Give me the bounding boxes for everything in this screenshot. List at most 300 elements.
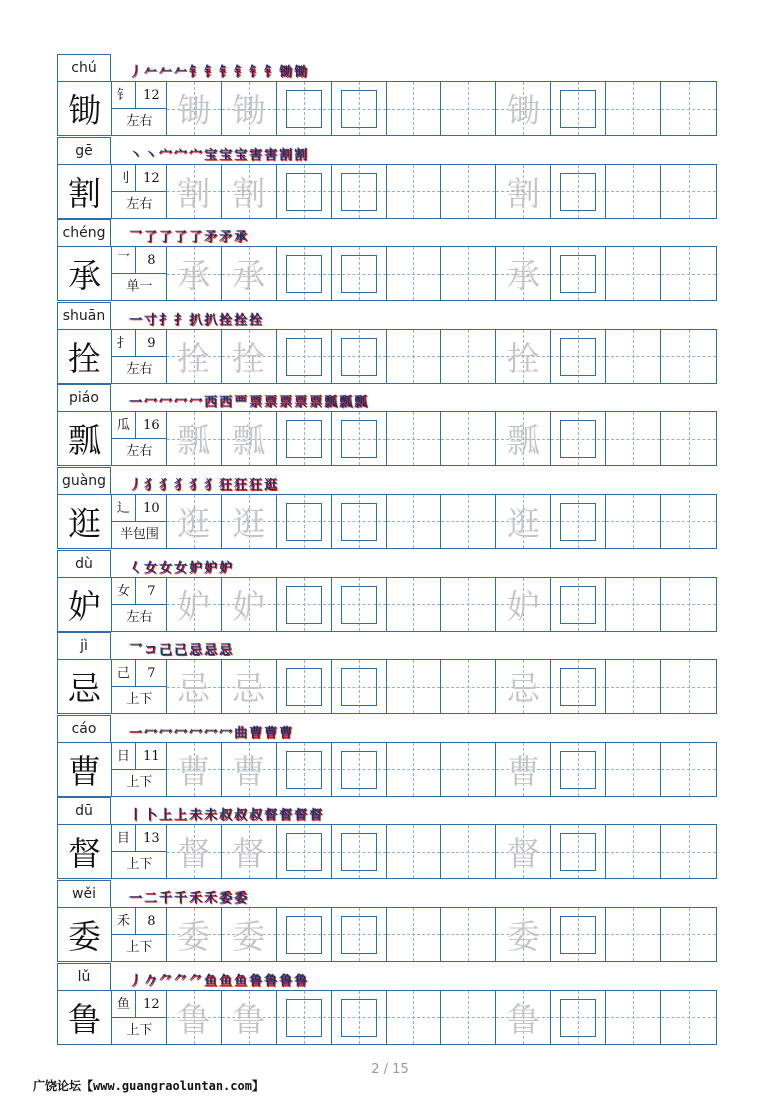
trace-character: 忌 [506, 669, 540, 709]
inner-practice-box [560, 586, 596, 624]
writing-cell[interactable] [387, 247, 442, 300]
writing-cell[interactable] [606, 660, 661, 713]
stroke-step: ⺈ [189, 973, 203, 989]
writing-cell[interactable] [222, 743, 277, 796]
character-info [112, 578, 167, 631]
guide-line [661, 934, 716, 935]
writing-cell[interactable] [222, 908, 277, 961]
inner-practice-box [560, 833, 596, 871]
guide-line [387, 439, 441, 440]
stroke-step: 妒 [219, 560, 233, 576]
writing-cell[interactable] [661, 908, 716, 961]
writing-cell[interactable] [661, 743, 716, 796]
writing-cell[interactable] [277, 908, 332, 961]
inner-practice-box [286, 338, 322, 376]
inner-practice-box [341, 503, 377, 541]
stroke-step: 鲁 [279, 973, 293, 989]
writing-cell[interactable] [496, 82, 551, 135]
writing-cell[interactable] [387, 991, 442, 1044]
structure-label: 上下 [126, 692, 153, 708]
writing-cell[interactable] [387, 82, 442, 135]
stroke-step: 督 [294, 808, 308, 824]
writing-cell[interactable] [277, 991, 332, 1044]
stroke-order [129, 307, 262, 329]
writing-cell[interactable] [661, 412, 716, 465]
stroke-count: 12 [136, 991, 167, 1018]
stroke-step: 西 [204, 395, 218, 411]
character-info [112, 495, 167, 548]
writing-cell[interactable] [496, 743, 551, 796]
writing-cell[interactable] [277, 495, 332, 548]
stroke-step: 瓢 [354, 395, 368, 411]
trace-character: 拴 [506, 338, 540, 378]
stroke-count: 16 [136, 412, 167, 439]
writing-cell[interactable] [332, 247, 387, 300]
writing-cell[interactable] [441, 660, 496, 713]
stroke-step: 宝 [204, 147, 218, 163]
writing-cell[interactable] [551, 578, 606, 631]
stroke-step: 狂 [249, 477, 263, 493]
writing-cell[interactable] [222, 247, 277, 300]
stroke-step: 鲁 [264, 973, 278, 989]
structure-label: 左右 [126, 444, 153, 460]
model-character: 承 [58, 247, 112, 300]
writing-cell[interactable] [551, 412, 606, 465]
model-character: 忌 [58, 660, 112, 713]
guide-line [441, 687, 495, 688]
guide-line [387, 521, 441, 522]
guide-line [387, 191, 441, 192]
character-info [112, 743, 167, 796]
stroke-step: 督 [309, 808, 323, 824]
guide-line [661, 356, 716, 357]
inner-practice-box [286, 90, 322, 128]
stroke-step: ⺈ [174, 973, 188, 989]
writing-cell[interactable] [496, 412, 551, 465]
guide-line [387, 274, 441, 275]
writing-cell[interactable] [496, 495, 551, 548]
writing-cell[interactable] [387, 660, 442, 713]
writing-cell[interactable] [167, 412, 222, 465]
stroke-order [129, 224, 247, 246]
writing-cell[interactable] [606, 82, 661, 135]
stroke-count: 11 [136, 743, 167, 770]
writing-cell[interactable] [167, 247, 222, 300]
stroke-count: 8 [136, 908, 167, 935]
character-info [112, 330, 167, 383]
trace-character: 逛 [506, 503, 540, 543]
inner-practice-box [341, 338, 377, 376]
writing-cell[interactable] [332, 495, 387, 548]
guide-line [661, 439, 716, 440]
model-character: 割 [58, 165, 112, 218]
trace-character: 割 [177, 173, 211, 213]
writing-cell[interactable] [387, 908, 442, 961]
stroke-step: 票 [279, 395, 293, 411]
stroke-step: 割 [294, 147, 308, 163]
inner-practice-box [286, 916, 322, 954]
writing-cell[interactable] [551, 908, 606, 961]
writing-cell[interactable] [606, 330, 661, 383]
trace-character: 瓢 [506, 421, 540, 461]
stroke-step: 丿 [129, 65, 143, 80]
writing-cell[interactable] [167, 908, 222, 961]
writing-cell[interactable] [332, 825, 387, 878]
writing-cell[interactable] [387, 825, 442, 878]
writing-cell[interactable] [222, 825, 277, 878]
trace-character: 承 [177, 256, 211, 296]
writing-cell[interactable] [606, 991, 661, 1044]
writing-cell[interactable] [277, 578, 332, 631]
writing-cell[interactable] [441, 330, 496, 383]
guide-line [661, 852, 716, 853]
stroke-step: 冖 [189, 395, 203, 411]
writing-cell[interactable] [661, 991, 716, 1044]
stroke-step: 宀 [174, 147, 188, 163]
writing-cell[interactable] [277, 825, 332, 878]
writing-cell[interactable] [496, 578, 551, 631]
guide-line [661, 769, 716, 770]
stroke-order [129, 720, 292, 742]
writing-cell[interactable] [277, 247, 332, 300]
stroke-step: 叔 [234, 808, 248, 824]
writing-cell[interactable] [222, 660, 277, 713]
stroke-step: 上 [159, 808, 173, 824]
stroke-step: 丿 [129, 973, 143, 989]
stroke-step: 犭 [144, 477, 158, 493]
character-info [112, 908, 167, 961]
stroke-step: 鱼 [219, 973, 233, 989]
writing-cell[interactable] [222, 991, 277, 1044]
inner-practice-box [286, 420, 322, 458]
writing-cell[interactable] [496, 660, 551, 713]
radical: 鱼 [112, 991, 136, 1018]
writing-cell[interactable] [387, 330, 442, 383]
writing-cell[interactable] [661, 247, 716, 300]
pinyin-label: dù [57, 550, 111, 577]
writing-cell[interactable] [551, 495, 606, 548]
writing-cell[interactable] [387, 412, 442, 465]
writing-cell[interactable] [661, 165, 716, 218]
trace-character: 鲁 [177, 999, 211, 1039]
writing-cell[interactable] [332, 412, 387, 465]
writing-cell[interactable] [551, 247, 606, 300]
writing-cell[interactable] [661, 330, 716, 383]
writing-cell[interactable] [496, 247, 551, 300]
writing-cell[interactable] [167, 991, 222, 1044]
writing-cell[interactable] [551, 991, 606, 1044]
model-character: 瓢 [58, 412, 112, 465]
inner-practice-box [560, 173, 596, 211]
writing-cell[interactable] [661, 82, 716, 135]
stroke-step: 丿 [129, 477, 143, 493]
inner-practice-box [560, 668, 596, 706]
radical: 瓜 [112, 412, 136, 439]
stroke-step: 票 [294, 395, 308, 411]
stroke-step: 瓢 [324, 395, 338, 411]
writing-cell[interactable] [222, 82, 277, 135]
writing-cell[interactable] [332, 578, 387, 631]
trace-character: 曹 [232, 751, 266, 791]
character-entry [57, 219, 717, 302]
inner-practice-box [560, 751, 596, 789]
stroke-step: 犭 [204, 477, 218, 493]
practice-row [57, 742, 717, 797]
trace-character: 瓢 [177, 421, 211, 461]
stroke-step: 鲁 [294, 973, 308, 989]
writing-cell[interactable] [167, 82, 222, 135]
guide-line [661, 604, 716, 605]
stroke-count: 7 [136, 578, 167, 605]
writing-cell[interactable] [387, 165, 442, 218]
writing-cell[interactable] [441, 991, 496, 1044]
stroke-step: 禾 [189, 890, 203, 906]
writing-cell[interactable] [441, 578, 496, 631]
writing-cell[interactable] [551, 660, 606, 713]
character-entry [57, 550, 717, 633]
writing-cell[interactable] [606, 908, 661, 961]
stroke-count: 13 [136, 825, 167, 852]
stroke-step: 宀 [189, 147, 203, 163]
stroke-step: 妒 [189, 560, 203, 576]
writing-cell[interactable] [332, 991, 387, 1044]
writing-cell[interactable] [277, 82, 332, 135]
guide-line [606, 1017, 660, 1018]
structure-label: 半包围 [119, 526, 159, 542]
writing-cell[interactable] [661, 660, 716, 713]
stroke-step: 拴 [219, 312, 233, 328]
character-entry [57, 963, 717, 1046]
practice-row [57, 659, 717, 714]
writing-cell[interactable] [167, 743, 222, 796]
writing-cell[interactable] [496, 825, 551, 878]
practice-row [57, 411, 717, 466]
inner-practice-box [286, 255, 322, 293]
stroke-step: 叔 [219, 808, 233, 824]
stroke-step: 丶 [144, 147, 158, 163]
writing-cell[interactable] [222, 495, 277, 548]
writing-cell[interactable] [606, 412, 661, 465]
stroke-step: コ [144, 643, 158, 659]
trace-character: 承 [232, 256, 266, 296]
stroke-step: 宝 [219, 147, 233, 163]
trace-character: 鲁 [506, 999, 540, 1039]
stroke-step: 𠂉 [144, 65, 158, 80]
stroke-step: 矛 [204, 230, 218, 246]
trace-character: 委 [177, 916, 211, 956]
trace-character: 忌 [177, 669, 211, 709]
stroke-step: 乛 [129, 230, 143, 246]
writing-cell[interactable] [606, 165, 661, 218]
writing-cell[interactable] [277, 330, 332, 383]
character-entry [57, 467, 717, 550]
writing-cell[interactable] [387, 743, 442, 796]
guide-line [661, 191, 716, 192]
guide-line [661, 687, 716, 688]
writing-cell[interactable] [332, 165, 387, 218]
stroke-step: 冖 [144, 725, 158, 741]
trace-character: 妒 [232, 586, 266, 626]
guide-line [441, 274, 495, 275]
radical: 日 [112, 743, 136, 770]
model-character: 督 [58, 825, 112, 878]
trace-character: 拴 [232, 338, 266, 378]
inner-practice-box [560, 916, 596, 954]
writing-cell[interactable] [551, 82, 606, 135]
stroke-step: 割 [279, 147, 293, 163]
inner-practice-box [341, 751, 377, 789]
radical: 乛 [112, 247, 136, 274]
structure-label: 左右 [126, 609, 153, 625]
radical: 女 [112, 578, 136, 605]
writing-cell[interactable] [441, 412, 496, 465]
inner-practice-box [341, 90, 377, 128]
guide-line [606, 521, 660, 522]
stroke-step: 拴 [234, 312, 248, 328]
writing-cell[interactable] [551, 165, 606, 218]
radical: 辶 [112, 495, 136, 522]
stroke-count: 8 [136, 247, 167, 274]
writing-cell[interactable] [332, 743, 387, 796]
stroke-step: 宀 [159, 147, 173, 163]
trace-character: 委 [232, 916, 266, 956]
writing-cell[interactable] [387, 578, 442, 631]
writing-cell[interactable] [551, 743, 606, 796]
stroke-step: 了 [144, 230, 158, 246]
stroke-step: 己 [159, 643, 173, 659]
guide-line [606, 852, 660, 853]
writing-cell[interactable] [167, 165, 222, 218]
writing-cell[interactable] [167, 660, 222, 713]
trace-character: 锄 [177, 91, 211, 130]
stroke-step: 钅 [234, 65, 248, 80]
writing-cell[interactable] [661, 578, 716, 631]
writing-cell[interactable] [222, 165, 277, 218]
inner-practice-box [560, 999, 596, 1037]
inner-practice-box [560, 420, 596, 458]
writing-cell[interactable] [167, 495, 222, 548]
writing-cell[interactable] [222, 330, 277, 383]
trace-character: 委 [506, 916, 540, 956]
stroke-step: 瓢 [339, 395, 353, 411]
writing-cell[interactable] [441, 82, 496, 135]
writing-cell[interactable] [167, 330, 222, 383]
writing-cell[interactable] [606, 825, 661, 878]
inner-practice-box [341, 420, 377, 458]
model-character: 妒 [58, 578, 112, 631]
writing-cell[interactable] [441, 247, 496, 300]
writing-cell[interactable] [606, 495, 661, 548]
writing-cell[interactable] [332, 330, 387, 383]
stroke-step: 扌 [159, 312, 173, 328]
stroke-step: 扒 [204, 312, 218, 328]
writing-cell[interactable] [551, 825, 606, 878]
writing-cell[interactable] [606, 578, 661, 631]
stroke-step: 冖 [159, 725, 173, 741]
inner-practice-box [341, 255, 377, 293]
stroke-step: 𡿨 [129, 560, 143, 576]
structure-label: 上下 [126, 939, 153, 955]
writing-cell[interactable] [441, 495, 496, 548]
stroke-step: 妒 [204, 560, 218, 576]
writing-cell[interactable] [277, 412, 332, 465]
writing-cell[interactable] [606, 743, 661, 796]
stroke-step: 狂 [234, 477, 248, 493]
writing-cell[interactable] [332, 82, 387, 135]
writing-cell[interactable] [441, 825, 496, 878]
structure-label: 单一 [126, 279, 153, 295]
writing-cell[interactable] [332, 908, 387, 961]
character-info [112, 660, 167, 713]
character-info [112, 82, 167, 135]
writing-cell[interactable] [167, 578, 222, 631]
stroke-step: 覀 [234, 395, 248, 411]
stroke-step: 女 [174, 560, 188, 576]
writing-cell[interactable] [441, 908, 496, 961]
guide-line [441, 439, 495, 440]
writing-cell[interactable] [167, 825, 222, 878]
pinyin-label: chéng [57, 219, 111, 246]
writing-cell[interactable] [441, 165, 496, 218]
radical: 目 [112, 825, 136, 852]
inner-practice-box [560, 338, 596, 376]
writing-cell[interactable] [661, 825, 716, 878]
writing-cell[interactable] [387, 495, 442, 548]
character-entry [57, 715, 717, 798]
stroke-step: 了 [189, 230, 203, 246]
writing-cell[interactable] [222, 412, 277, 465]
footer-credit: 广饶论坛【www.guangraoluntan.com】 [33, 1079, 264, 1093]
trace-character: 曹 [177, 751, 211, 791]
writing-cell[interactable] [496, 330, 551, 383]
writing-cell[interactable] [332, 660, 387, 713]
writing-cell[interactable] [441, 743, 496, 796]
character-entry [57, 54, 717, 137]
model-character: 逛 [58, 495, 112, 548]
guide-line [387, 934, 441, 935]
writing-cell[interactable] [222, 578, 277, 631]
writing-cell[interactable] [277, 743, 332, 796]
stroke-step: 西 [219, 395, 233, 411]
guide-line [441, 191, 495, 192]
structure-label: 上下 [126, 1022, 153, 1038]
character-info [112, 412, 167, 465]
practice-row [57, 907, 717, 962]
writing-cell[interactable] [277, 660, 332, 713]
practice-row [57, 164, 717, 219]
writing-cell[interactable] [551, 330, 606, 383]
writing-cell[interactable] [496, 165, 551, 218]
writing-cell[interactable] [496, 991, 551, 1044]
stroke-step: 己 [174, 643, 188, 659]
stroke-step: 叔 [249, 808, 263, 824]
trace-character: 承 [506, 256, 540, 296]
radical: 刂 [112, 165, 136, 192]
writing-cell[interactable] [661, 495, 716, 548]
writing-cell[interactable] [277, 165, 332, 218]
stroke-order [129, 637, 232, 659]
guide-line [606, 274, 660, 275]
stroke-order [129, 59, 307, 81]
stroke-step: 𠂊 [144, 973, 158, 989]
structure-label: 左右 [126, 361, 153, 377]
stroke-step: 犭 [159, 477, 173, 493]
guide-line [606, 109, 660, 110]
writing-cell[interactable] [496, 908, 551, 961]
writing-cell[interactable] [606, 247, 661, 300]
structure-label: 左右 [126, 114, 153, 129]
stroke-step: 未 [189, 808, 203, 824]
